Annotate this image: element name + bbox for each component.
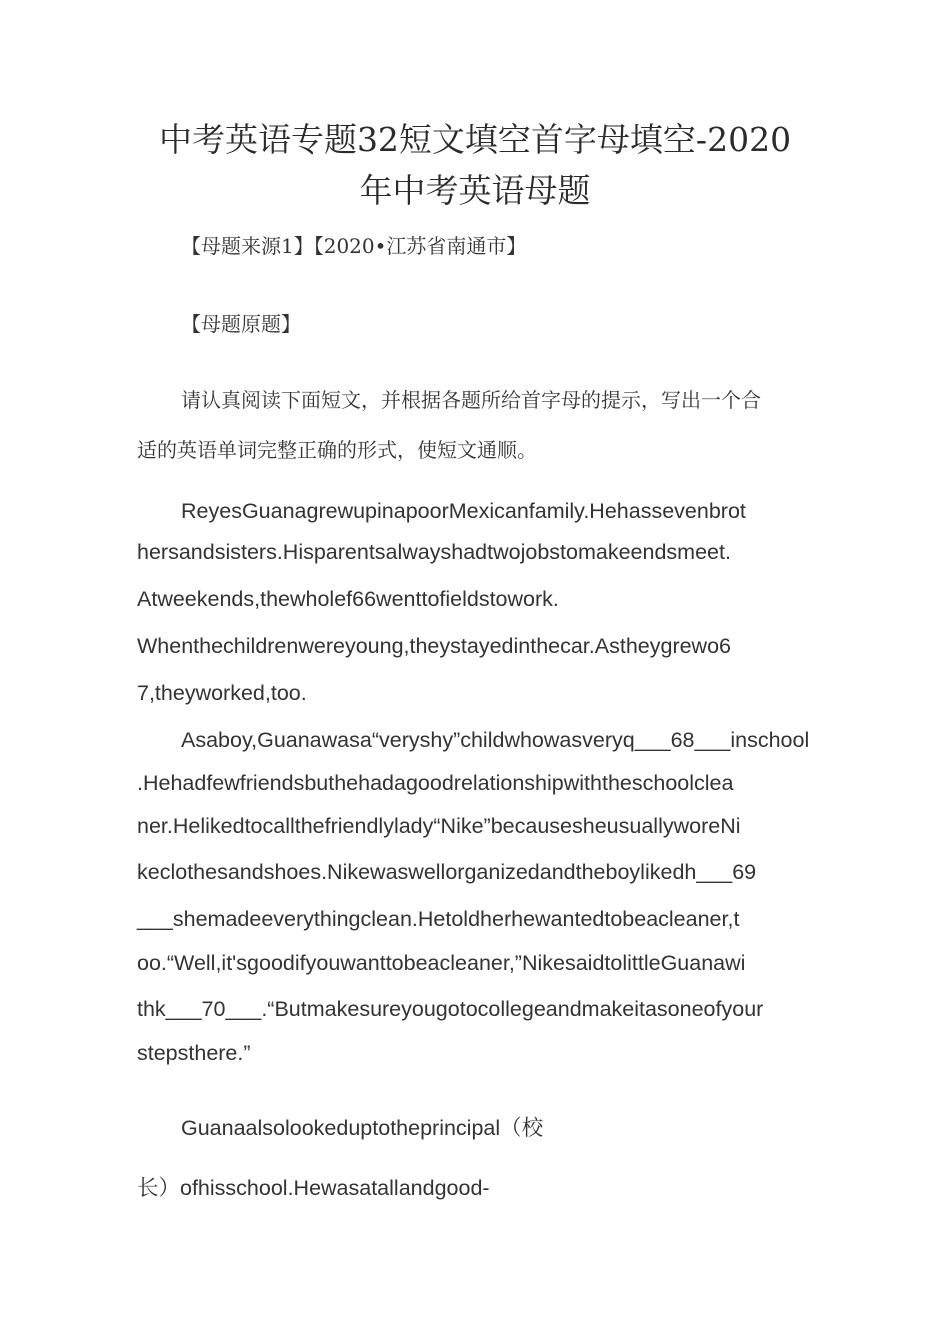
document-title-line-2: 年中考英语母题 [359,171,591,210]
passage-line: 7,theyworked,too. [137,681,307,705]
passage-line: ReyesGuanagrewupinapoorMexicanfamily.Hehassevenbrot [181,499,746,523]
instruction-line-1: 请认真阅读下面短文，并根据各题所给首字母的提示，写出一个合 [181,388,761,412]
passage-line: Atweekends,thewholef66wenttofieldstowork. [137,587,559,611]
source-label: 【母题来源1】【2020•江苏省南通市】 [181,234,527,258]
passage-line: Asaboy,Guanawasa“veryshy”childwhowasveryq___68___inschool [181,728,810,752]
passage-line: 长）ofhisschool.Hewasatallandgood- [137,1176,490,1200]
instruction-line-2: 适的英语单词完整正确的形式，使短文通顺。 [137,438,537,462]
passage-line: Guanaalsolookeduptotheprincipal（校 [181,1116,544,1140]
original-question-label: 【母题原题】 [181,312,301,336]
passage-line: keclothesandshoes.Nikewaswellorganizedandtheboylikedh___69 [137,860,757,884]
passage-line: oo.“Well,it'sgoodifyouwanttobeacleaner,”NikesaidtolittleGuanawi [137,951,746,975]
passage-line: Whenthechildrenwereyoung,theystayedinthecar.Astheygrewo6 [137,634,732,658]
passage-line: ___shemadeeverythingclean.Hetoldherhewantedtobeacleaner,t [137,907,740,931]
passage-line: .Hehadfewfriendsbuthehadagoodrelationshipwiththeschoolclea [137,771,734,795]
passage-line: stepsthere.” [137,1041,251,1065]
passage-line: hersandsisters.Hisparentsalwayshadtwojobstomakeendsmeet. [137,540,731,564]
document-title-line-1: 中考英语专题32短文填空首字母填空-2020 [158,120,792,159]
passage-line: ner.Helikedtocallthefriendlylady“Nike”becausesheusuallyworeNi [137,814,741,838]
passage-line: thk___70___.“Butmakesureyougotocollegeandmakeitasoneofyour [137,997,764,1021]
